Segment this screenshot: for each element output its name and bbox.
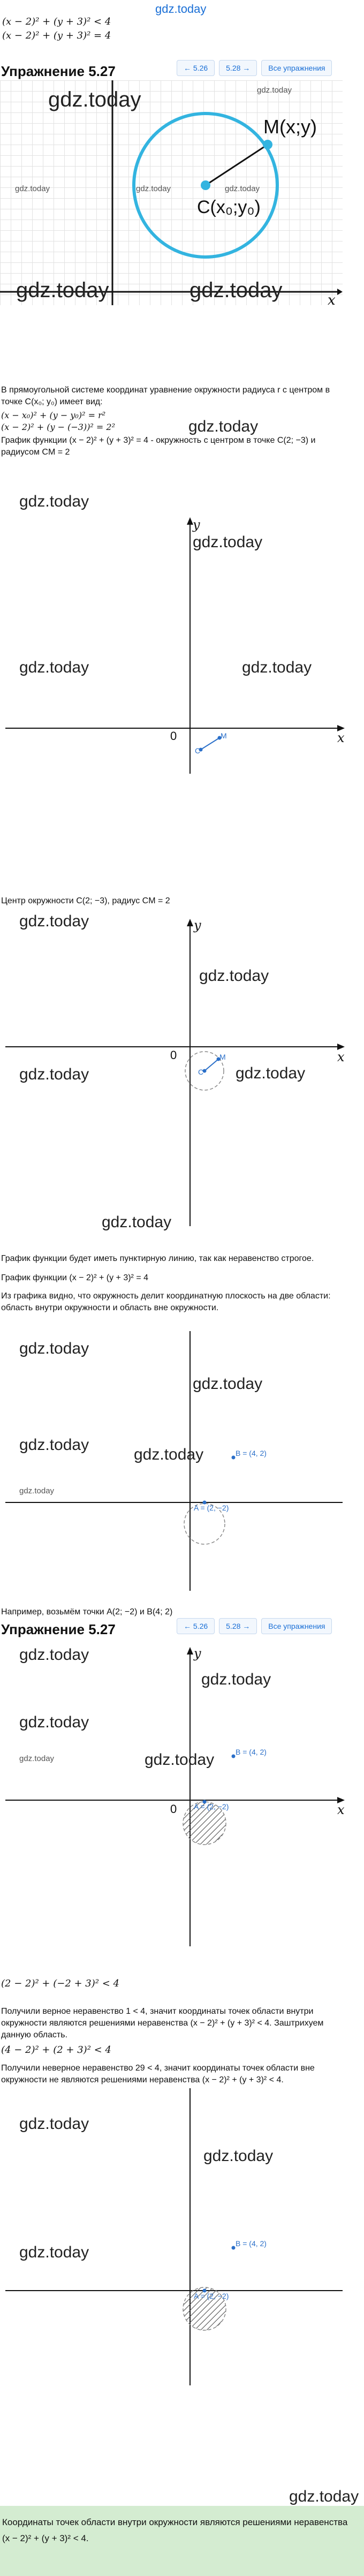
point-a-label: A = (2, −2) bbox=[194, 2292, 229, 2300]
next-exercise-button[interactable]: 5.28 → bbox=[219, 60, 257, 76]
y-axis-label: y bbox=[193, 517, 200, 532]
watermark: gdz.today bbox=[19, 912, 89, 930]
x-axis-label: x bbox=[328, 292, 336, 308]
top-equation: (x − 2)² + (y + 3)² = 4 bbox=[2, 30, 111, 41]
check-point-b: (4 − 2)² + (2 + 3)² < 4 bbox=[1, 2044, 111, 2056]
answer-text: Координаты точек области внутри окружности являются решениями неравенства (x − 2)² + (y + 3)² < 4. bbox=[2, 2517, 348, 2543]
answer-box bbox=[0, 2506, 364, 2576]
watermark: gdz.today bbox=[201, 1671, 271, 1688]
x-axis-label: x bbox=[337, 1802, 345, 1817]
figure-hatched-region-1 bbox=[0, 1638, 353, 1949]
watermark: gdz.today bbox=[289, 2488, 359, 2505]
text-true-inequality: Получили верное неравенство 1 < 4, значит координаты точек области внутри окружности являются решениями неравенства (x − 2)² + (y + 3)² < 4. Заштрихуем данную область. bbox=[1, 2007, 324, 2039]
watermark: gdz.today bbox=[19, 1066, 89, 1083]
watermark: gdz.today bbox=[225, 184, 260, 193]
watermark: gdz.today bbox=[48, 88, 141, 111]
text-graph-function: График функции (x − 2)² + (y + 3)² = 4 bbox=[1, 1273, 149, 1282]
watermark: gdz.today bbox=[19, 1754, 55, 1763]
point-c-label: C bbox=[198, 1068, 204, 1076]
point-c-label: C(x₀;y₀) bbox=[197, 197, 261, 217]
figure-hatched-region-2 bbox=[0, 2088, 353, 2388]
next-exercise-button[interactable]: 5.28 → bbox=[219, 1618, 257, 1634]
watermark: gdz.today bbox=[242, 659, 312, 676]
prev-exercise-button[interactable]: ← 5.26 bbox=[177, 60, 215, 76]
watermark: gdz.today bbox=[19, 1486, 55, 1495]
watermark: gdz.today bbox=[19, 1340, 89, 1357]
watermark: gdz.today bbox=[236, 1064, 306, 1082]
exercise-title-1: Упражнение 5.27 bbox=[1, 63, 116, 79]
watermark: gdz.today bbox=[19, 659, 89, 676]
point-b-label: B = (4, 2) bbox=[236, 1748, 267, 1756]
text-take-points: Например, возьмём точки A(2; −2) и B(4; 2) bbox=[1, 1607, 173, 1616]
exercise-title-2: Упражнение 5.27 bbox=[1, 1621, 116, 1637]
x-axis-label: x bbox=[337, 730, 345, 745]
watermark: gdz.today bbox=[145, 1751, 215, 1769]
point-b-label: B = (4, 2) bbox=[236, 1449, 267, 1457]
watermark: gdz.today bbox=[16, 278, 109, 302]
watermark: gdz.today bbox=[15, 184, 50, 193]
y-axis-label: y bbox=[194, 918, 201, 933]
y-axis-label: y bbox=[194, 1646, 201, 1661]
point-m-label: M bbox=[219, 1053, 226, 1061]
origin-label: 0 bbox=[170, 1048, 177, 1062]
watermark: gdz.today bbox=[257, 86, 292, 95]
figure-axes-circle-1 bbox=[0, 482, 353, 782]
check-point-a: (2 − 2)² + (−2 + 3)² < 4 bbox=[1, 1978, 119, 1989]
watermark: gdz.today bbox=[19, 493, 89, 510]
exercise-nav-1 bbox=[177, 60, 332, 76]
general-circle-equation: (x − x₀)² + (y − y₀)² = r² bbox=[1, 410, 106, 420]
watermark: gdz.today bbox=[193, 1375, 263, 1393]
point-m-label: M(x;y) bbox=[263, 116, 317, 138]
watermark: gdz.today bbox=[193, 533, 263, 551]
watermark: gdz.today bbox=[134, 1446, 204, 1463]
watermark: gdz.today bbox=[19, 1436, 89, 1454]
watermark: gdz.today bbox=[203, 2147, 274, 2165]
point-a-label: A = (2, −2) bbox=[194, 1802, 229, 1811]
figure-points-a-b bbox=[0, 1315, 353, 1593]
all-exercises-button[interactable]: Все упражнения bbox=[261, 60, 332, 76]
origin-label: 0 bbox=[170, 1802, 177, 1816]
figure-circle-concept bbox=[0, 80, 343, 308]
specific-circle-equation: (x − 2)² + (y − (−3))² = 2² bbox=[1, 422, 116, 432]
prev-exercise-button[interactable]: ← 5.26 bbox=[177, 1618, 215, 1634]
point-b-label: B = (4, 2) bbox=[236, 2239, 267, 2248]
point-c-label: C bbox=[195, 746, 201, 755]
watermark: gdz.today bbox=[199, 967, 269, 985]
watermark: gdz.today bbox=[19, 1646, 89, 1664]
watermark: gdz.today bbox=[19, 2243, 89, 2261]
point-m-label: M bbox=[221, 731, 227, 740]
origin-label: 0 bbox=[170, 729, 177, 743]
text-false-inequality: Получили неверное неравенство 29 < 4, значит координаты точек области вне окружности не являются решениями неравенства (x − 2)² + (y + 3)² < 4. bbox=[1, 2064, 315, 2084]
figure-axes-circle-2 bbox=[0, 910, 353, 1232]
text-graph-circle: График функции (x − 2)² + (y + 3)² = 4 - окружность с центром в точке C(2; −3) и радиусом CM = 2 bbox=[1, 436, 316, 457]
watermark: gdz.today bbox=[188, 418, 259, 435]
top-inequality: (x − 2)² + (y + 3)² < 4 bbox=[2, 16, 111, 27]
watermark: gdz.today bbox=[136, 184, 171, 193]
text-dashed-line: График функции будет иметь пунктирную линию, так как неравенство строгое. bbox=[1, 1254, 314, 1263]
all-exercises-button[interactable]: Все упражнения bbox=[261, 1618, 332, 1634]
watermark: gdz.today bbox=[102, 1213, 172, 1231]
text-circle-equation-intro: В прямоугольной системе координат уравнение окружности радиуса r с центром в точке C(x₀; y₀) имеет вид: bbox=[1, 386, 330, 406]
watermark: gdz.today bbox=[19, 2115, 89, 2133]
x-axis-label: x bbox=[337, 1049, 345, 1064]
site-title[interactable]: gdz.today bbox=[155, 2, 207, 16]
exercise-nav-2 bbox=[177, 1618, 332, 1634]
point-a-label: A = (2, −2) bbox=[194, 1504, 229, 1512]
watermark: gdz.today bbox=[189, 278, 283, 302]
text-regions: Из графика видно, что окружность делит координатную плоскость на две области: область внутри окружности и область вне окружности. bbox=[1, 1291, 331, 1312]
text-center-radius: Центр окружности C(2; −3), радиус CM = 2 bbox=[1, 896, 170, 905]
watermark: gdz.today bbox=[19, 1713, 89, 1731]
